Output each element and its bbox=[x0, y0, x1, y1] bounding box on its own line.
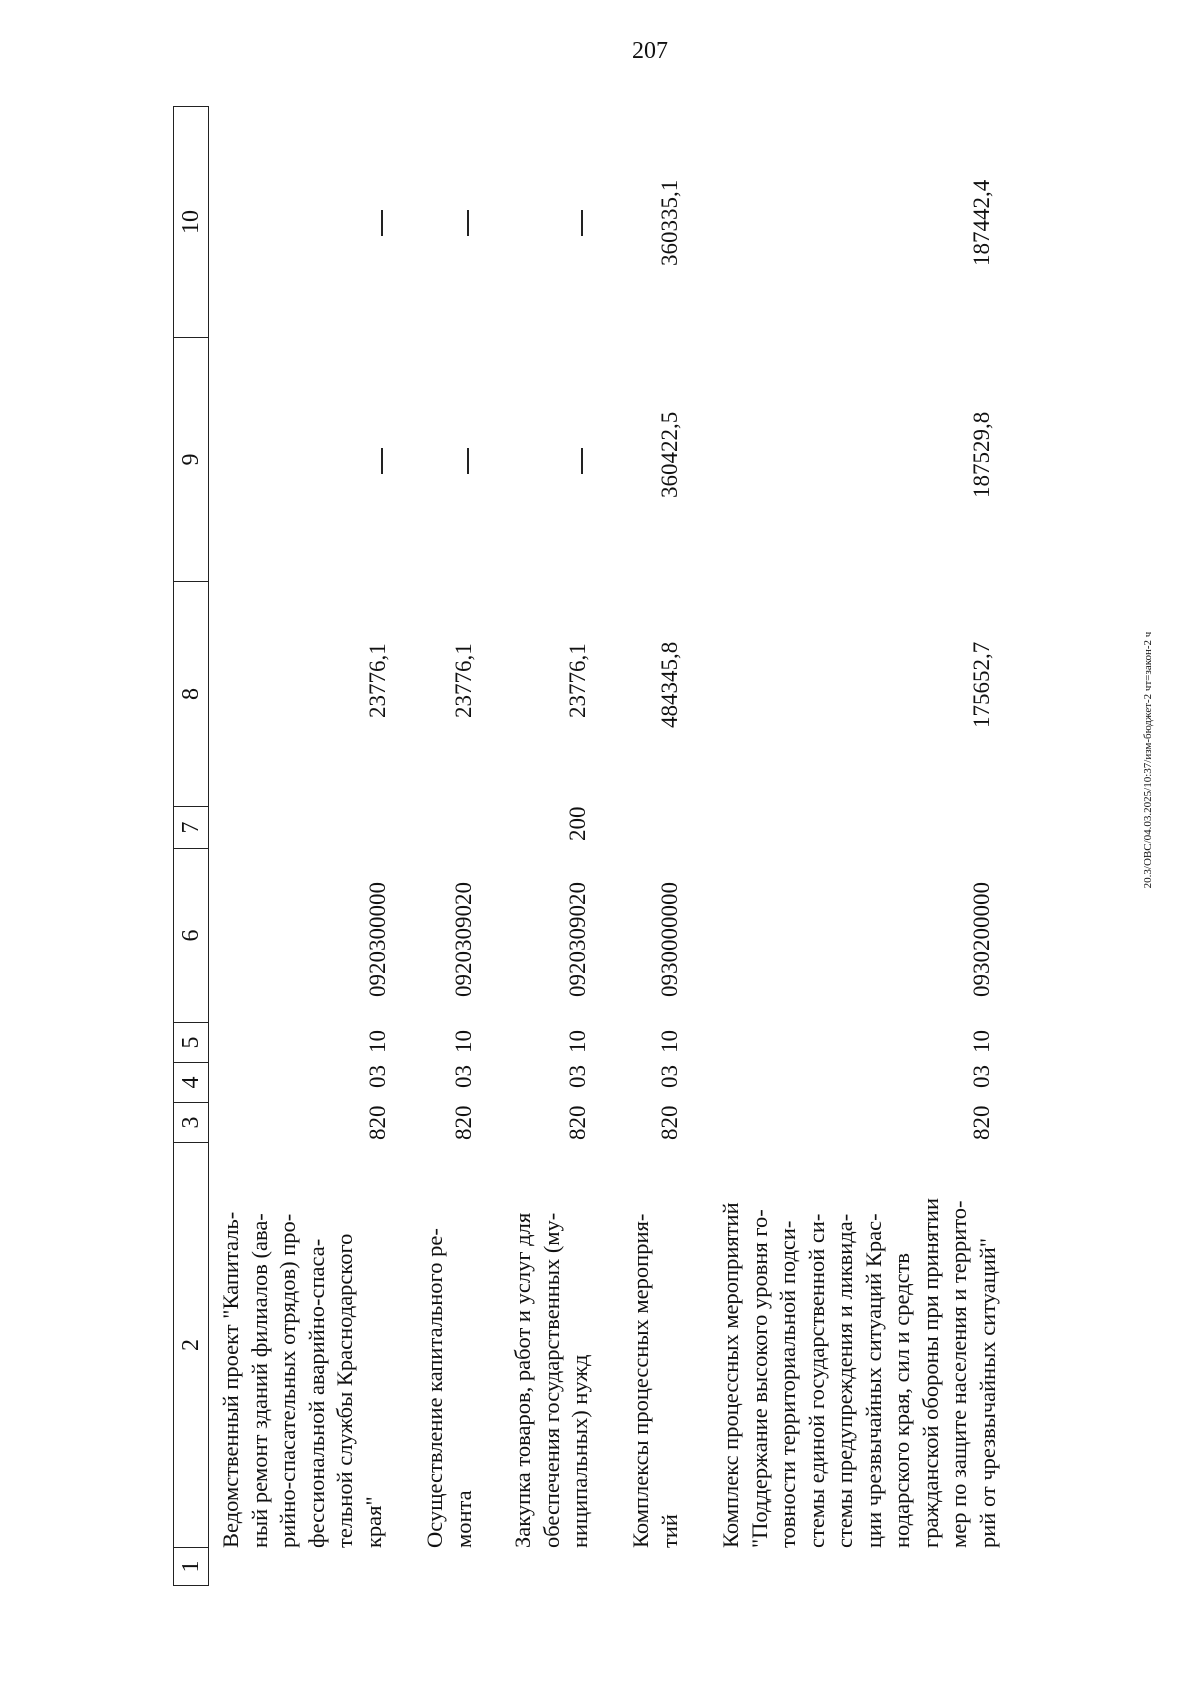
header-col-6: 6 bbox=[174, 849, 208, 1023]
cell-col-4: 03 bbox=[969, 1065, 994, 1088]
header-col-2: 2 bbox=[174, 1143, 208, 1548]
cell-col-10-dash bbox=[381, 210, 383, 236]
header-col-10: 10 bbox=[174, 106, 208, 338]
row-name: Закупка товаров, работ и услуг для обеспечения государственных (му- ниципальных) нужд bbox=[510, 1212, 592, 1548]
cell-col-3: 820 bbox=[565, 1105, 590, 1140]
row-name: Комплекс процессных мероприятий "Поддержание высокого уровня го- товности территориальной подси- стемы единой государственной си- стемы предупреждения и ликвида- ции чрезвычайных ситуаций Крас- нодарского края, сил и средств гражданской обороны при принятии мер по защите населения и террито- рий от чрезвычайных ситуаций" bbox=[718, 1197, 1000, 1548]
cell-col-8: 484345,8 bbox=[657, 641, 682, 728]
header-col-7: 7 bbox=[174, 807, 208, 849]
cell-col-9-dash bbox=[467, 448, 469, 474]
cell-col-4: 03 bbox=[365, 1065, 390, 1088]
cell-col-10: 187442,4 bbox=[969, 179, 994, 266]
cell-col-6: 0930000000 bbox=[657, 882, 682, 997]
cell-col-3: 820 bbox=[451, 1105, 476, 1140]
cell-col-10-dash bbox=[581, 210, 583, 236]
cell-col-10: 360335,1 bbox=[657, 179, 682, 266]
document-footer-code: 20.3/ОВС/04.03.2025/10:37/изм-бюджет-2 чт=закон-2 ч bbox=[1142, 631, 1154, 889]
cell-col-9-dash bbox=[581, 448, 583, 474]
cell-col-8: 23776,1 bbox=[365, 643, 390, 718]
cell-col-4: 03 bbox=[451, 1065, 476, 1088]
cell-col-8: 175652,7 bbox=[969, 641, 994, 728]
row-name: Комплексы процессных мероприя- тий bbox=[628, 1213, 682, 1548]
cell-col-5: 10 bbox=[451, 1030, 476, 1053]
cell-col-6: 0920309020 bbox=[565, 882, 590, 997]
cell-col-3: 820 bbox=[365, 1105, 390, 1140]
cell-col-8: 23776,1 bbox=[565, 643, 590, 718]
cell-col-5: 10 bbox=[657, 1030, 682, 1053]
cell-col-4: 03 bbox=[657, 1065, 682, 1088]
cell-col-6: 0920309020 bbox=[451, 882, 476, 997]
cell-col-5: 10 bbox=[365, 1030, 390, 1053]
header-col-9: 9 bbox=[174, 338, 208, 582]
cell-col-5: 10 bbox=[969, 1030, 994, 1053]
cell-col-3: 820 bbox=[969, 1105, 994, 1140]
cell-col-9: 187529,8 bbox=[969, 411, 994, 498]
cell-col-7: 200 bbox=[565, 806, 590, 841]
cell-col-6: 0930200000 bbox=[969, 882, 994, 997]
header-col-1: 1 bbox=[174, 1548, 208, 1586]
cell-col-10-dash bbox=[467, 210, 469, 236]
budget-table bbox=[173, 106, 1128, 1586]
cell-col-5: 10 bbox=[565, 1030, 590, 1053]
table-header-row bbox=[173, 106, 209, 1586]
header-col-3: 3 bbox=[174, 1103, 208, 1143]
header-col-5: 5 bbox=[174, 1023, 208, 1063]
header-col-8: 8 bbox=[174, 582, 208, 807]
row-name: Осуществление капитального ре- монта bbox=[422, 1228, 476, 1548]
row-name: Ведомственный проект "Капиталь- ный ремонт зданий филиалов (ава- рийно-спасательных отрядов) про- фессиональной аварийно-спаса- тельной службы Краснодарского края" bbox=[218, 1211, 386, 1548]
header-col-4: 4 bbox=[174, 1063, 208, 1103]
cell-col-9-dash bbox=[381, 448, 383, 474]
cell-col-9: 360422,5 bbox=[657, 411, 682, 498]
page-number: 207 bbox=[632, 38, 668, 64]
cell-col-8: 23776,1 bbox=[451, 643, 476, 718]
cell-col-6: 0920300000 bbox=[365, 882, 390, 997]
cell-col-4: 03 bbox=[565, 1065, 590, 1088]
cell-col-3: 820 bbox=[657, 1105, 682, 1140]
